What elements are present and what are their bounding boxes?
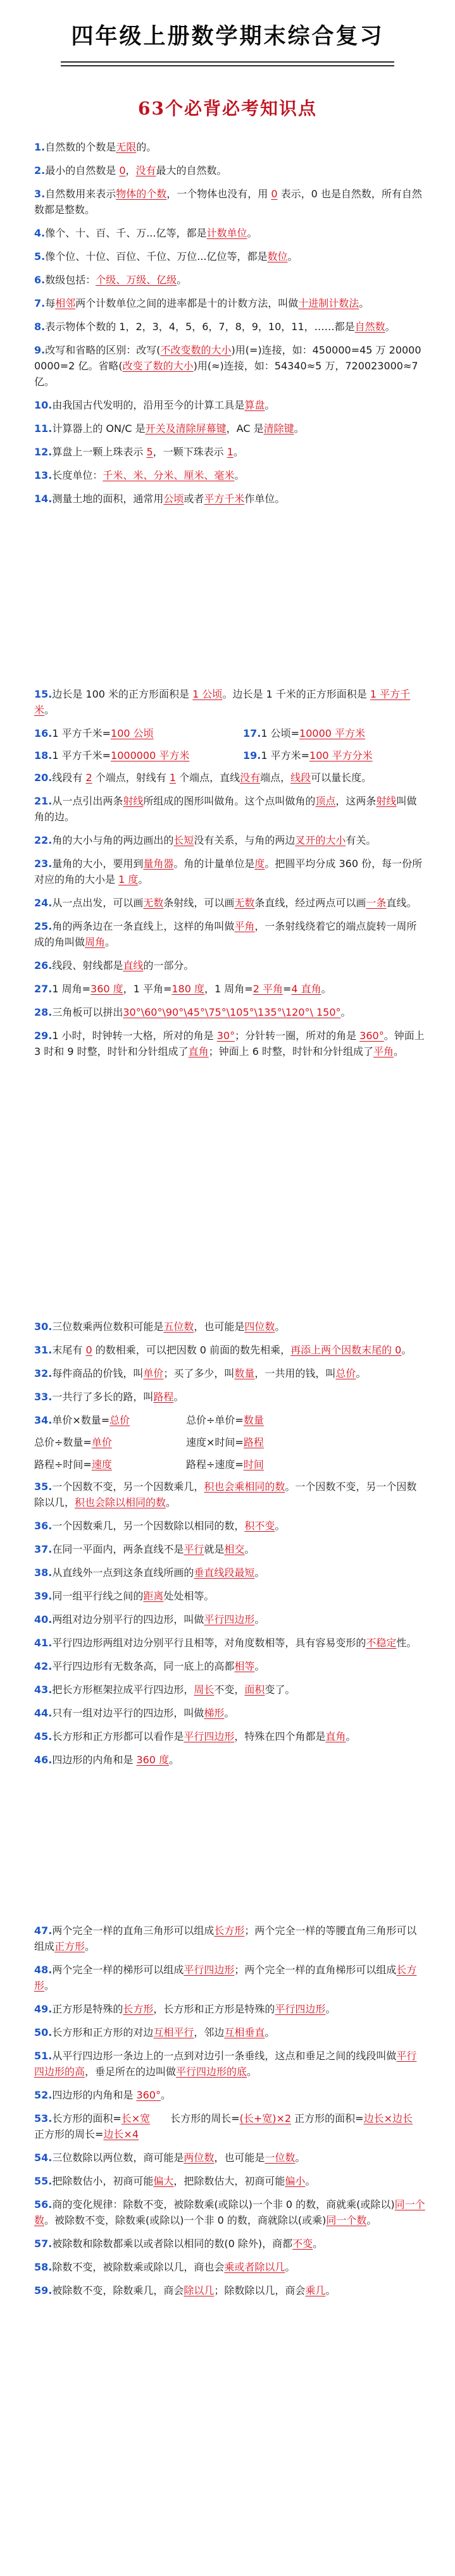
section-4 [34, 1923, 427, 2306]
knowledge-item: 35.一个因数不变，另一个因数乘几，积也会乘相同的数。一个因数不变，另一个因数除以几，积也会除以相同的数。 [34, 1481, 417, 1508]
knowledge-item: 6.数级包括：个级、万级、亿级。 [34, 274, 187, 286]
knowledge-item: 48.两个完全一样的梯形可以组成平行四边形；两个完全一样的直角梯形可以组成长方形。 [34, 1964, 417, 1992]
knowledge-item: 36.一个因数乘几，另一个因数除以相同的数，积不变。 [34, 1520, 285, 1532]
knowledge-item: 21.从一点引出两条射线所组成的图形叫做角。这个点叫做角的顶点，这两条射线叫做角的边。 [34, 795, 417, 823]
knowledge-item: 27.1 周角=360 度，1 平角=180 度，1 周角=2 平角=4 直角。 [34, 983, 332, 995]
conversion-row: 18.1 平方千米=1000000 平方米 19.1 平方米=100 平方分米 [34, 749, 373, 761]
knowledge-item: 46.四边形的内角和是 360 度。 [34, 1754, 180, 1766]
knowledge-item: 52.四边形的内角和是 360°。 [34, 2089, 171, 2101]
knowledge-item: 50.长方形和正方形的对边互相平行，邻边互相垂直。 [34, 2026, 275, 2038]
knowledge-item: 30.三位数乘两位数积可能是五位数，也可能是四位数。 [34, 1321, 285, 1333]
formula-row: 路程÷时间=速度 路程÷速度=时间 [34, 1458, 264, 1470]
knowledge-item: 26.线段、射线都是直线的一部分。 [34, 959, 194, 971]
knowledge-item: 41.平行四边形两组对边分别平行且相等，对角度数相等，具有容易变形的不稳定性。 [34, 1637, 417, 1649]
title-divider-bottom [61, 65, 394, 66]
knowledge-item: 14.测量土地的面积，通常用公顷或者平方千米作单位。 [34, 493, 285, 505]
knowledge-item: 11.计算器上的 ON/C 是开关及清除屏幕键，AC 是清除键。 [34, 422, 304, 434]
knowledge-item: 43.把长方形框架拉成平行四边形，周长不变，面积变了。 [34, 1684, 296, 1696]
knowledge-item: 31.末尾有 0 的数相乘，可以把因数 0 前面的数先相乘，再添上两个因数末尾的 0。 [34, 1344, 412, 1356]
knowledge-item: 15.边长是 100 米的正方形面积是 1 公顷。边长是 1 千米的正方形面积是 1 平方千米。 [34, 688, 411, 716]
knowledge-item: 1.自然数的个数是无限的。 [34, 141, 157, 153]
knowledge-item: 40.两组对边分别平行的四边形，叫做平行四边形。 [34, 1613, 265, 1625]
knowledge-item: 47.两个完全一样的直角三角形可以组成长方形；两个完全一样的等腰直角三角形可以组成正方形。 [34, 1925, 417, 1952]
knowledge-item: 29.1 小时，时钟转一大格，所对的角是 30°；分针转一圈，所对的角是 360°。钟面上 3 时和 9 时整，时针和分针组成了直角；钟面上 6 时整，时针和分针组成了平角。 [34, 1030, 425, 1057]
formula-row: 34.单价×数量=总价 总价÷单价=数量 [34, 1414, 264, 1426]
knowledge-item: 22.角的大小与角的两边画出的长短没有关系，与角的两边叉开的大小有关。 [34, 834, 377, 846]
knowledge-item: 55.把除数估小，初商可能偏大，把除数估大，初商可能偏小。 [34, 2175, 316, 2187]
knowledge-item: 57.被除数和除数都乘以或者除以相同的数(0 除外)，商都不变。 [34, 2238, 323, 2250]
knowledge-item: 59.被除数不变，除数乘几，商会除以几；除数除以几，商会乘几。 [34, 2284, 336, 2296]
page-subtitle: 63个必背必考知识点 [138, 98, 317, 119]
knowledge-item: 20.线段有 2 个端点，射线有 1 个端点，直线没有端点，线段可以量长度。 [34, 772, 372, 784]
section-2 [34, 686, 427, 1067]
knowledge-item: 38.从直线外一点到这条直线所画的垂直线段最短。 [34, 1567, 265, 1579]
knowledge-item: 4.像个、十、百、千、万...亿等，都是计数单位。 [34, 227, 258, 239]
knowledge-item: 32.每件商品的价钱，叫单价；买了多少，叫数量，一共用的钱，叫总价。 [34, 1367, 366, 1379]
knowledge-item: 56.商的变化规律：除数不变，被除数乘(或除以)一个非 0 的数，商就乘(或除以)同一个数。被除数不变，除数乘(或除以)一个非 0 的数，商就除以(或乘)同一个数。 [34, 2198, 425, 2226]
knowledge-item: 24.从一点出发，可以画无数条射线，可以画无数条直线，经过两点可以画一条直线。 [34, 897, 417, 909]
section-3 [34, 1319, 427, 1775]
knowledge-item: 7.每相邻两个计数单位之间的进率都是十的计数方法，叫做十进制计数法。 [34, 297, 370, 309]
knowledge-item: 2.最小的自然数是 0，没有最大的自然数。 [34, 164, 227, 176]
title-divider-top [61, 61, 394, 63]
knowledge-item: 28.三角板可以拼出30°\60°\90°\45°\75°\105°\135°\120°\ 150°。 [34, 1006, 351, 1018]
knowledge-item: 25.角的两条边在一条直线上，这样的角叫做平角，一条射线绕着它的端点旋转一周所成的角叫做周角。 [34, 920, 417, 948]
knowledge-item: 10.由我国古代发明的，沿用至今的计算工具是算盘。 [34, 399, 275, 411]
knowledge-item: 3.自然数用来表示物体的个数，一个物体也没有，用 0 表示，0 也是自然数，所有自然数都是整数。 [34, 188, 422, 216]
knowledge-item: 39.同一组平行线之间的距离处处相等。 [34, 1590, 215, 1602]
page-title: 四年级上册数学期末综合复习 [71, 23, 384, 49]
knowledge-item: 49.正方形是特殊的长方形，长方形和正方形是特殊的平行四边形。 [34, 2003, 336, 2015]
knowledge-item: 44.只有一组对边平行的四边形，叫做梯形。 [34, 1707, 235, 1719]
knowledge-item: 23.量角的大小，要用到量角器。角的计量单位是度。把圆平均分成 360 份，每一份所对应的角的大小是 1 度。 [34, 858, 423, 885]
knowledge-item: 8.表示物体个数的 1，2，3，4，5，6，7，8，9，10，11，……都是自然数。 [34, 321, 396, 333]
formula-row: 总价÷数量=单价 速度×时间=路程 [34, 1436, 264, 1448]
knowledge-item: 42.平行四边形有无数条高，同一底上的高都相等。 [34, 1660, 265, 1672]
conversion-row: 16.1 平方千米=100 公顷 17.1 公顷=10000 平方米 [34, 727, 366, 739]
knowledge-item: 58.除数不变，被除数乘或除以几，商也会乘或者除以几。 [34, 2261, 296, 2273]
knowledge-item: 51.从平行四边形一条边上的一点到对边引一条垂线，这点和垂足之间的线段叫做平行四边形的高，垂足所在的边叫做平行四边形的底。 [34, 2050, 417, 2078]
knowledge-item: 5.像个位、十位、百位、千位、万位...亿位等，都是数位。 [34, 250, 298, 262]
knowledge-item: 45.长方形和正方形都可以看作是平行四边形，特殊在四个角都是直角。 [34, 1730, 356, 1742]
knowledge-item: 37.在同一平面内，两条直线不是平行就是相交。 [34, 1543, 255, 1555]
knowledge-item: 33.一共行了多长的路，叫路程。 [34, 1391, 184, 1403]
knowledge-item: 54.三位数除以两位数，商可能是两位数，也可能是一位数。 [34, 2152, 306, 2164]
knowledge-item: 12.算盘上一颗上珠表示 5，一颗下珠表示 1。 [34, 446, 244, 458]
section-1 [34, 139, 427, 514]
knowledge-item: 9.改写和省略的区别：改写(不改变数的大小)用(=)连接，如：450000=45 万 200000000=2 亿。省略(改变了数的大小)用(≈)连接，如：54340≈5 万，720023000≈7 亿。 [34, 344, 421, 388]
knowledge-item: 13.长度单位：千米、米、分米、厘米、毫米。 [34, 469, 245, 481]
knowledge-item: 53.长方形的面积=长×宽 长方形的周长=(长+宽)×2 正方形的面积=边长×边长 正方形的周长=边长×4 [34, 2112, 423, 2140]
